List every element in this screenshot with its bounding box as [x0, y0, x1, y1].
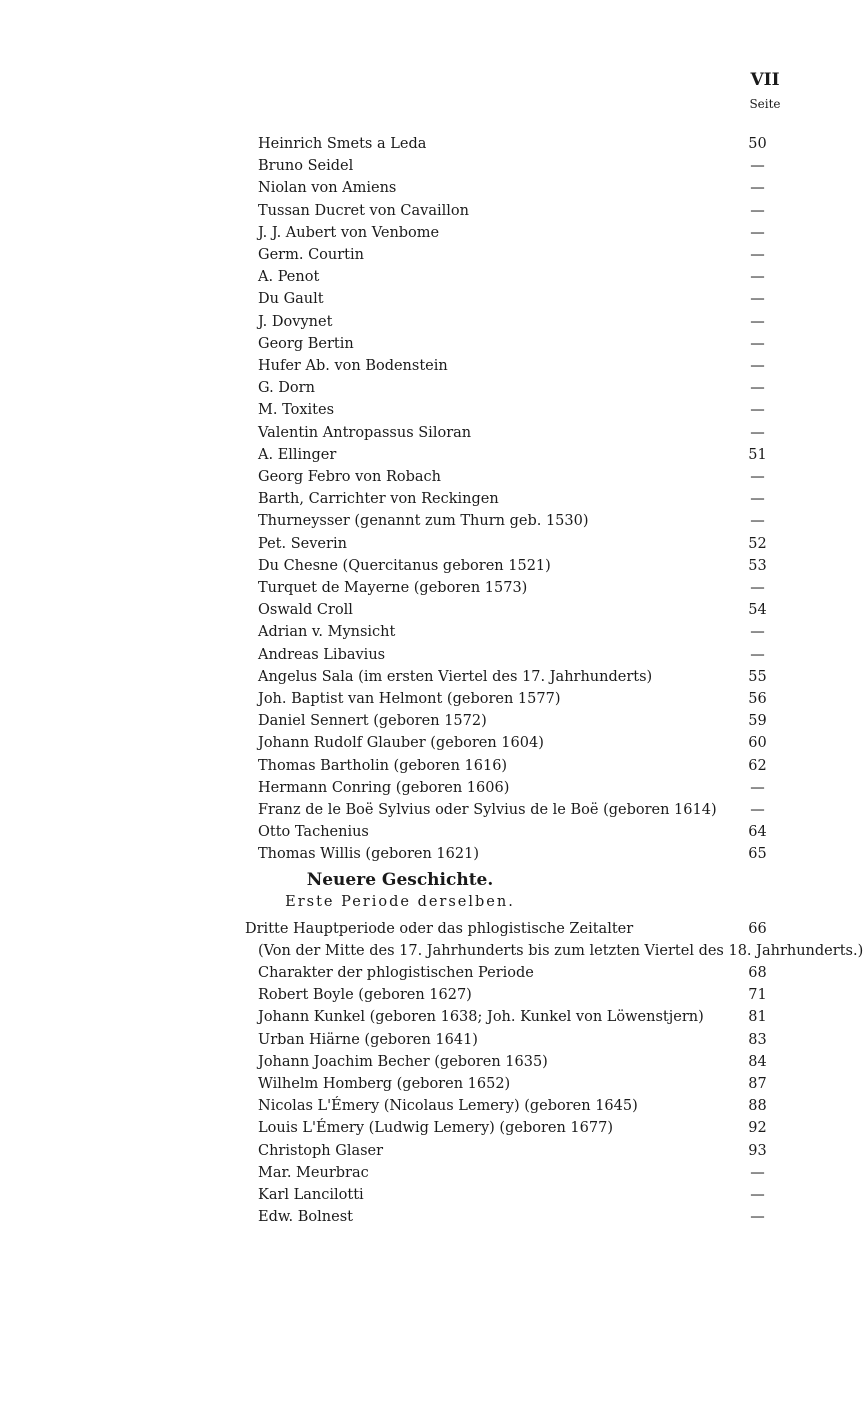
toc-entry-text: Joh. Baptist van Helmont (geboren 1577): [258, 691, 564, 707]
toc-page-number: —: [750, 624, 765, 641]
toc-entry-text: Mar. Meurbrac: [258, 1165, 373, 1181]
toc-row: [0, 688, 800, 710]
toc-entry: [258, 984, 730, 1006]
toc-entry-text: Hermann Conring (geboren 1606): [258, 780, 513, 796]
toc-row: [0, 918, 800, 940]
toc-entry: [258, 466, 730, 488]
toc-page-number: —: [750, 469, 765, 485]
toc-page-number: —: [750, 1209, 765, 1226]
toc-entry: [258, 155, 730, 177]
toc-entry-text: Franz de le Boë Sylvius oder Sylvius de le Boë (geboren 1614): [258, 802, 721, 818]
toc-row: [0, 311, 800, 333]
toc-entry: [258, 244, 730, 266]
toc-entry: [258, 1006, 730, 1028]
page-number: VII: [750, 70, 780, 90]
toc-entry-text: Robert Boyle (geboren 1627): [258, 987, 476, 1003]
toc-page-number: 64: [748, 824, 767, 841]
toc-entry: [258, 710, 730, 732]
toc-entry: [258, 1073, 730, 1095]
toc-entry-text: Angelus Sala (im ersten Viertel des 17. Jahrhunderts): [258, 669, 656, 685]
toc-page-number: —: [750, 513, 765, 530]
toc-entry-text: Tussan Ducret von Cavaillon: [258, 203, 473, 219]
toc-page-number: —: [750, 779, 765, 796]
toc-entry-text: Wilhelm Homberg (geboren 1652): [258, 1076, 514, 1092]
toc-row: [0, 133, 800, 155]
toc-row: [0, 200, 800, 222]
toc-row: [0, 843, 800, 865]
toc-row: [0, 266, 800, 288]
toc-entry: [258, 732, 730, 754]
toc-entry-text: Niolan von Amiens: [258, 180, 400, 196]
toc-row: [0, 666, 800, 688]
section-heading: Neuere Geschichte.: [306, 869, 494, 890]
toc-entry-text: M. Toxites: [258, 402, 338, 418]
toc-page-number: —: [750, 802, 765, 818]
toc-page-number: 55: [748, 668, 767, 685]
toc-entry: [258, 777, 730, 799]
toc-entry-text: Thurneysser (genannt zum Thurn geb. 1530): [258, 513, 593, 529]
toc-page-number: —: [750, 646, 765, 663]
toc-row: [0, 821, 800, 843]
toc-entry: [258, 940, 864, 962]
toc-row: [0, 1140, 800, 1162]
toc-entry: [258, 311, 730, 333]
toc-entry: [258, 1117, 730, 1139]
toc-page-number: —: [750, 1187, 765, 1203]
toc-row: [0, 533, 800, 555]
toc-entry-text: Georg Bertin: [258, 336, 358, 352]
toc-entry: [258, 621, 730, 643]
toc-entry: [258, 688, 730, 710]
toc-entry-text: Heinrich Smets a Leda: [258, 136, 430, 152]
toc-entry: [258, 1184, 730, 1206]
toc-row: [0, 355, 800, 377]
toc-entry: [258, 577, 730, 599]
toc-entry: [258, 644, 730, 666]
toc-entry: [258, 422, 730, 444]
toc-entry: [258, 222, 730, 244]
toc-entry: [258, 1051, 730, 1073]
toc-entry-text: Louis L'Émery (Ludwig Lemery) (geboren 1677): [258, 1120, 617, 1136]
toc-entry-text: Germ. Courtin: [258, 247, 368, 263]
toc-row: [0, 177, 800, 199]
toc-entry: [258, 1162, 730, 1184]
toc-row: [0, 962, 800, 984]
toc-entry: [258, 843, 730, 865]
toc-row: [0, 755, 800, 777]
toc-page-number: 65: [748, 846, 767, 863]
toc-entry-text: Adrian v. Mynsicht: [258, 624, 399, 640]
toc-page-number: 59: [748, 713, 767, 730]
toc-row: [0, 244, 800, 266]
toc-row: [0, 1006, 800, 1028]
toc-entry-text: Johann Rudolf Glauber (geboren 1604): [258, 735, 548, 751]
toc-row: [0, 333, 800, 355]
toc-entry-text: Barth, Carrichter von Reckingen: [258, 491, 503, 507]
toc-row: [0, 599, 800, 621]
toc-page-number: —: [750, 358, 765, 374]
toc-entry-text: Valentin Antropassus Siloran: [258, 425, 475, 441]
toc-entry: [258, 377, 730, 399]
toc-row: [0, 984, 800, 1006]
toc-entry-text: Johann Joachim Becher (geboren 1635): [258, 1054, 552, 1070]
toc-page-number: 88: [748, 1098, 767, 1115]
toc-page-number: 83: [748, 1031, 767, 1048]
toc-page-number: 68: [748, 965, 767, 981]
toc-entry: [258, 488, 730, 510]
toc-entry-text: Otto Tachenius: [258, 824, 373, 840]
toc-row: [0, 732, 800, 754]
toc-entry: [258, 177, 730, 199]
toc-entry: [258, 133, 730, 155]
toc-page-number: 56: [748, 691, 767, 707]
toc-entry: [258, 1206, 730, 1228]
section-subheading: Erste Periode derselben.: [285, 893, 515, 910]
toc-page-number: —: [750, 313, 765, 330]
toc-entry-text: Pet. Severin: [258, 536, 351, 552]
toc-row: [0, 621, 800, 643]
toc-row: [0, 222, 800, 244]
toc-entry: [258, 799, 730, 821]
toc-entry: [258, 288, 730, 310]
toc-page-number: —: [750, 580, 765, 596]
toc-page-number: 87: [748, 1076, 767, 1092]
toc-entry: [258, 533, 730, 555]
toc-entry: [258, 333, 730, 355]
toc-entry: [258, 444, 730, 466]
toc-entry: [258, 555, 730, 577]
toc-page-number: —: [750, 335, 765, 352]
toc-entry-text: Bruno Seidel: [258, 158, 357, 174]
toc-entry: [258, 755, 730, 777]
toc-page-number: 84: [748, 1053, 767, 1070]
toc-entry: [258, 962, 730, 984]
toc-page-number: 50: [748, 136, 767, 152]
page-column-label: Seite: [749, 97, 781, 111]
toc-row: [0, 1162, 800, 1184]
toc-page-number: 71: [748, 987, 767, 1004]
toc-entry: [258, 821, 730, 843]
toc-entry-text: Dritte Hauptperiode oder das phlogistische Zeitalter: [245, 921, 637, 937]
toc-entry-text: Christoph Glaser: [258, 1143, 387, 1159]
toc-page-number: —: [750, 180, 765, 197]
toc-page-number: —: [750, 291, 765, 308]
toc-page-number: —: [750, 224, 765, 241]
toc-entry-text: Edw. Bolnest: [258, 1209, 357, 1225]
toc-row: [0, 1095, 800, 1117]
toc-row: [0, 155, 800, 177]
toc-page-number: 66: [748, 920, 767, 937]
toc-row: [0, 555, 800, 577]
toc-entry: [258, 399, 730, 421]
toc-entry-text: G. Dorn: [258, 380, 319, 396]
toc-page-number: —: [750, 1164, 765, 1181]
toc-page-number: —: [750, 158, 765, 175]
toc-entry: [245, 918, 730, 940]
toc-entry: [258, 1140, 730, 1162]
toc-entry-text: Georg Febro von Robach: [258, 469, 445, 485]
toc-row: [0, 1117, 800, 1139]
toc-row: [0, 510, 800, 532]
toc-entry-text: Du Gault: [258, 291, 328, 307]
toc-row: [0, 422, 800, 444]
toc-page-number: 54: [748, 602, 767, 619]
toc-entry-text: Charakter der phlogistischen Periode: [258, 965, 538, 981]
toc-entry-text: Daniel Sennert (geboren 1572): [258, 713, 491, 729]
toc-row: [0, 577, 800, 599]
toc-row: [0, 288, 800, 310]
toc-row: [0, 466, 800, 488]
toc-entry-text: Andreas Libavius: [258, 647, 389, 663]
toc-entry-text: Hufer Ab. von Bodenstein: [258, 358, 452, 374]
toc-page-number: —: [750, 202, 765, 219]
toc-row: [0, 710, 800, 732]
toc-row: [0, 399, 800, 421]
toc-page-number: —: [750, 402, 765, 419]
toc-page-number: 81: [748, 1009, 767, 1026]
toc-page-number: 51: [748, 446, 767, 463]
toc-row: [0, 644, 800, 666]
toc-row: [0, 799, 800, 821]
toc-page-number: —: [750, 247, 765, 263]
toc-page-number: 52: [748, 535, 767, 552]
toc-page-number: —: [750, 491, 765, 508]
toc-page-number: —: [750, 269, 765, 286]
toc-row: [0, 488, 800, 510]
toc-row: [0, 1029, 800, 1051]
toc-row: [0, 1206, 800, 1228]
toc-entry-text: Nicolas L'Émery (Nicolaus Lemery) (geboren 1645): [258, 1098, 642, 1114]
toc-row: [0, 940, 864, 962]
toc-entry-text: A. Penot: [258, 269, 323, 285]
toc-row: [0, 777, 800, 799]
toc-row: [0, 444, 800, 466]
toc-row: [0, 1184, 800, 1206]
toc-entry-text: Oswald Croll: [258, 602, 357, 618]
toc-page-number: —: [750, 424, 765, 441]
toc-entry: [258, 1095, 730, 1117]
toc-entry-text: Thomas Bartholin (geboren 1616): [258, 758, 511, 774]
toc-page-number: —: [750, 380, 765, 397]
toc-page-number: 93: [748, 1142, 767, 1159]
toc-entry: [258, 510, 730, 532]
toc-row: [0, 1051, 800, 1073]
toc-entry-text: J. J. Aubert von Venbome: [258, 225, 443, 241]
toc-page-number: 92: [748, 1120, 767, 1137]
toc-entry-text: A. Ellinger: [258, 447, 340, 463]
toc-entry: [258, 1029, 730, 1051]
toc-page-number: 60: [748, 735, 767, 752]
toc-entry-text: Johann Kunkel (geboren 1638; Joh. Kunkel von Löwenstjern): [258, 1009, 708, 1025]
toc-row: [0, 1073, 800, 1095]
toc-entry-text: Thomas Willis (geboren 1621): [258, 846, 483, 862]
toc-entry: [258, 266, 730, 288]
toc-entry: [258, 200, 730, 222]
toc-page-number: 53: [748, 557, 767, 574]
toc-entry-text: Du Chesne (Quercitanus geboren 1521): [258, 558, 555, 574]
toc-entry-text: Karl Lancilotti: [258, 1187, 368, 1203]
toc-row: [0, 377, 800, 399]
toc-entry-text: Urban Hiärne (geboren 1641): [258, 1032, 482, 1048]
toc-entry: [258, 599, 730, 621]
toc-entry-text: (Von der Mitte des 17. Jahrhunderts bis zum letzten Viertel des 18. Jahrhunderts.): [258, 943, 867, 959]
toc-entry: [258, 666, 730, 688]
toc-entry-text: J. Dovynet: [258, 314, 336, 330]
toc-entry: [258, 355, 730, 377]
toc-entry-text: Turquet de Mayerne (geboren 1573): [258, 580, 531, 596]
toc-page-number: 62: [748, 757, 767, 774]
